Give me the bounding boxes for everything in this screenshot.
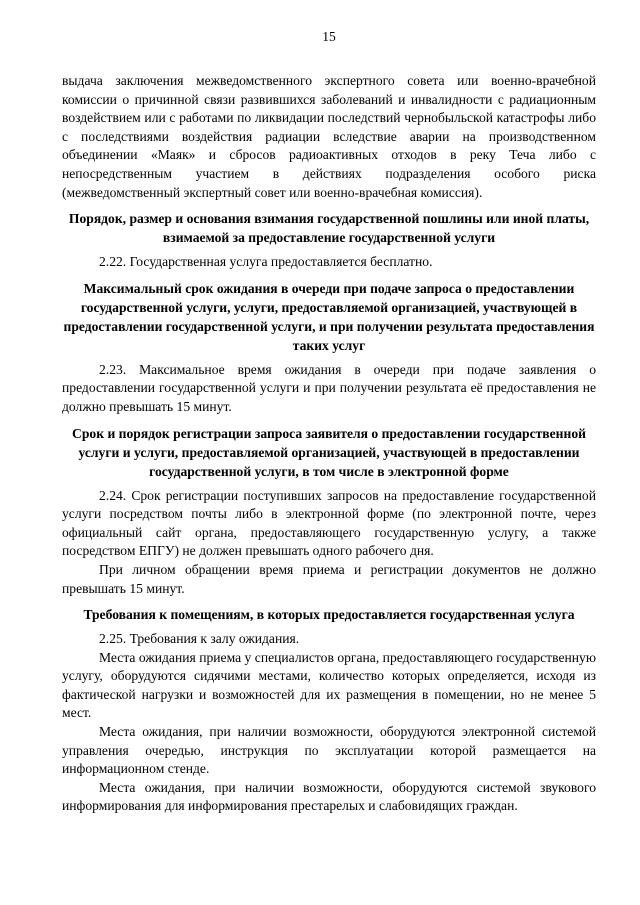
paragraph-audio-system: Места ожидания, при наличии возможности, оборудуются системой звукового информирования для информирования престарелых и слабовидящих граждан. [62,779,596,814]
paragraph-personal-visit: При личном обращении время приема и регистрации документов не должно превышать 15 минут. [62,561,596,596]
page-number: 15 [322,29,336,44]
heading-state-fee: Порядок, размер и основания взимания государственной пошлины или иной платы, взимаемой за предоставление государственной услуги [68,211,590,246]
document-page [62,28,596,816]
heading-max-wait-time: Максимальный срок ожидания в очереди при подаче запроса о предоставлении государственной услуги, услуги, предоставляемой организацией, участвующей в предоставлении государственной услуги, и при получении результата предоставления таких услуг [63,280,595,353]
paragraph-2-24: 2.24. Срок регистрации поступивших запросов на предоставление государственной услуги посредством почты либо в электронной форме (по электронной почте, через официальный сайт органа, предоставляющего государственную услугу, а также посредством ЕПГУ) не должен превышать одного рабочего дня. [62,487,596,559]
paragraph-queue-system: Места ожидания, при наличии возможности, оборудуются электронной системой управления очередью, инструкция по эксплуатации которой размещается на информационном стенде. [62,724,596,777]
heading-registration-term: Срок и порядок регистрации запроса заявителя о предоставлении государственной услуги и услуги, предоставляемой организацией, участвующей в предоставлении государственной услуги, в том числе в электронной форме [72,425,586,479]
paragraph-2-23: 2.23. Максимальное время ожидания в очереди при подаче заявления о предоставлении государственной услуги и при получении результата её предоставления не должно превышать 15 минут. [62,361,596,414]
paragraph-expert-council: выдача заключения межведомственного экспертного совета или военно-врачебной комиссии о причинной связи развившихся заболеваний и инвалидности с радиационным воздействием или с работами по ликвидации последствий чернобыльской катастрофы либо с последствиями воздействия радиации вследствие аварии на производственном объединении «Маяк» и сбросов радиоактивных отходов в реку Теча либо с непосредственным участием в действиях подразделения особого риска (межведомственный экспертный совет или военно-врачебная комиссия). [62,73,596,200]
paragraph-2-22: 2.22. Государственная услуга предоставляется бесплатно. [99,254,433,270]
paragraph-waiting-seats: Места ожидания приема у специалистов органа, предоставляющего государственную услугу, оборудуются сидячими местами, количество которых определяется, исходя из фактической нагрузки и возможностей для их размещения в помещении, но не менее 5 мест. [62,649,596,721]
heading-premises-requirements: Требования к помещениям, в которых предоставляется государственная услуга [83,607,575,623]
paragraph-2-25: 2.25. Требования к залу ожидания. [99,631,300,647]
